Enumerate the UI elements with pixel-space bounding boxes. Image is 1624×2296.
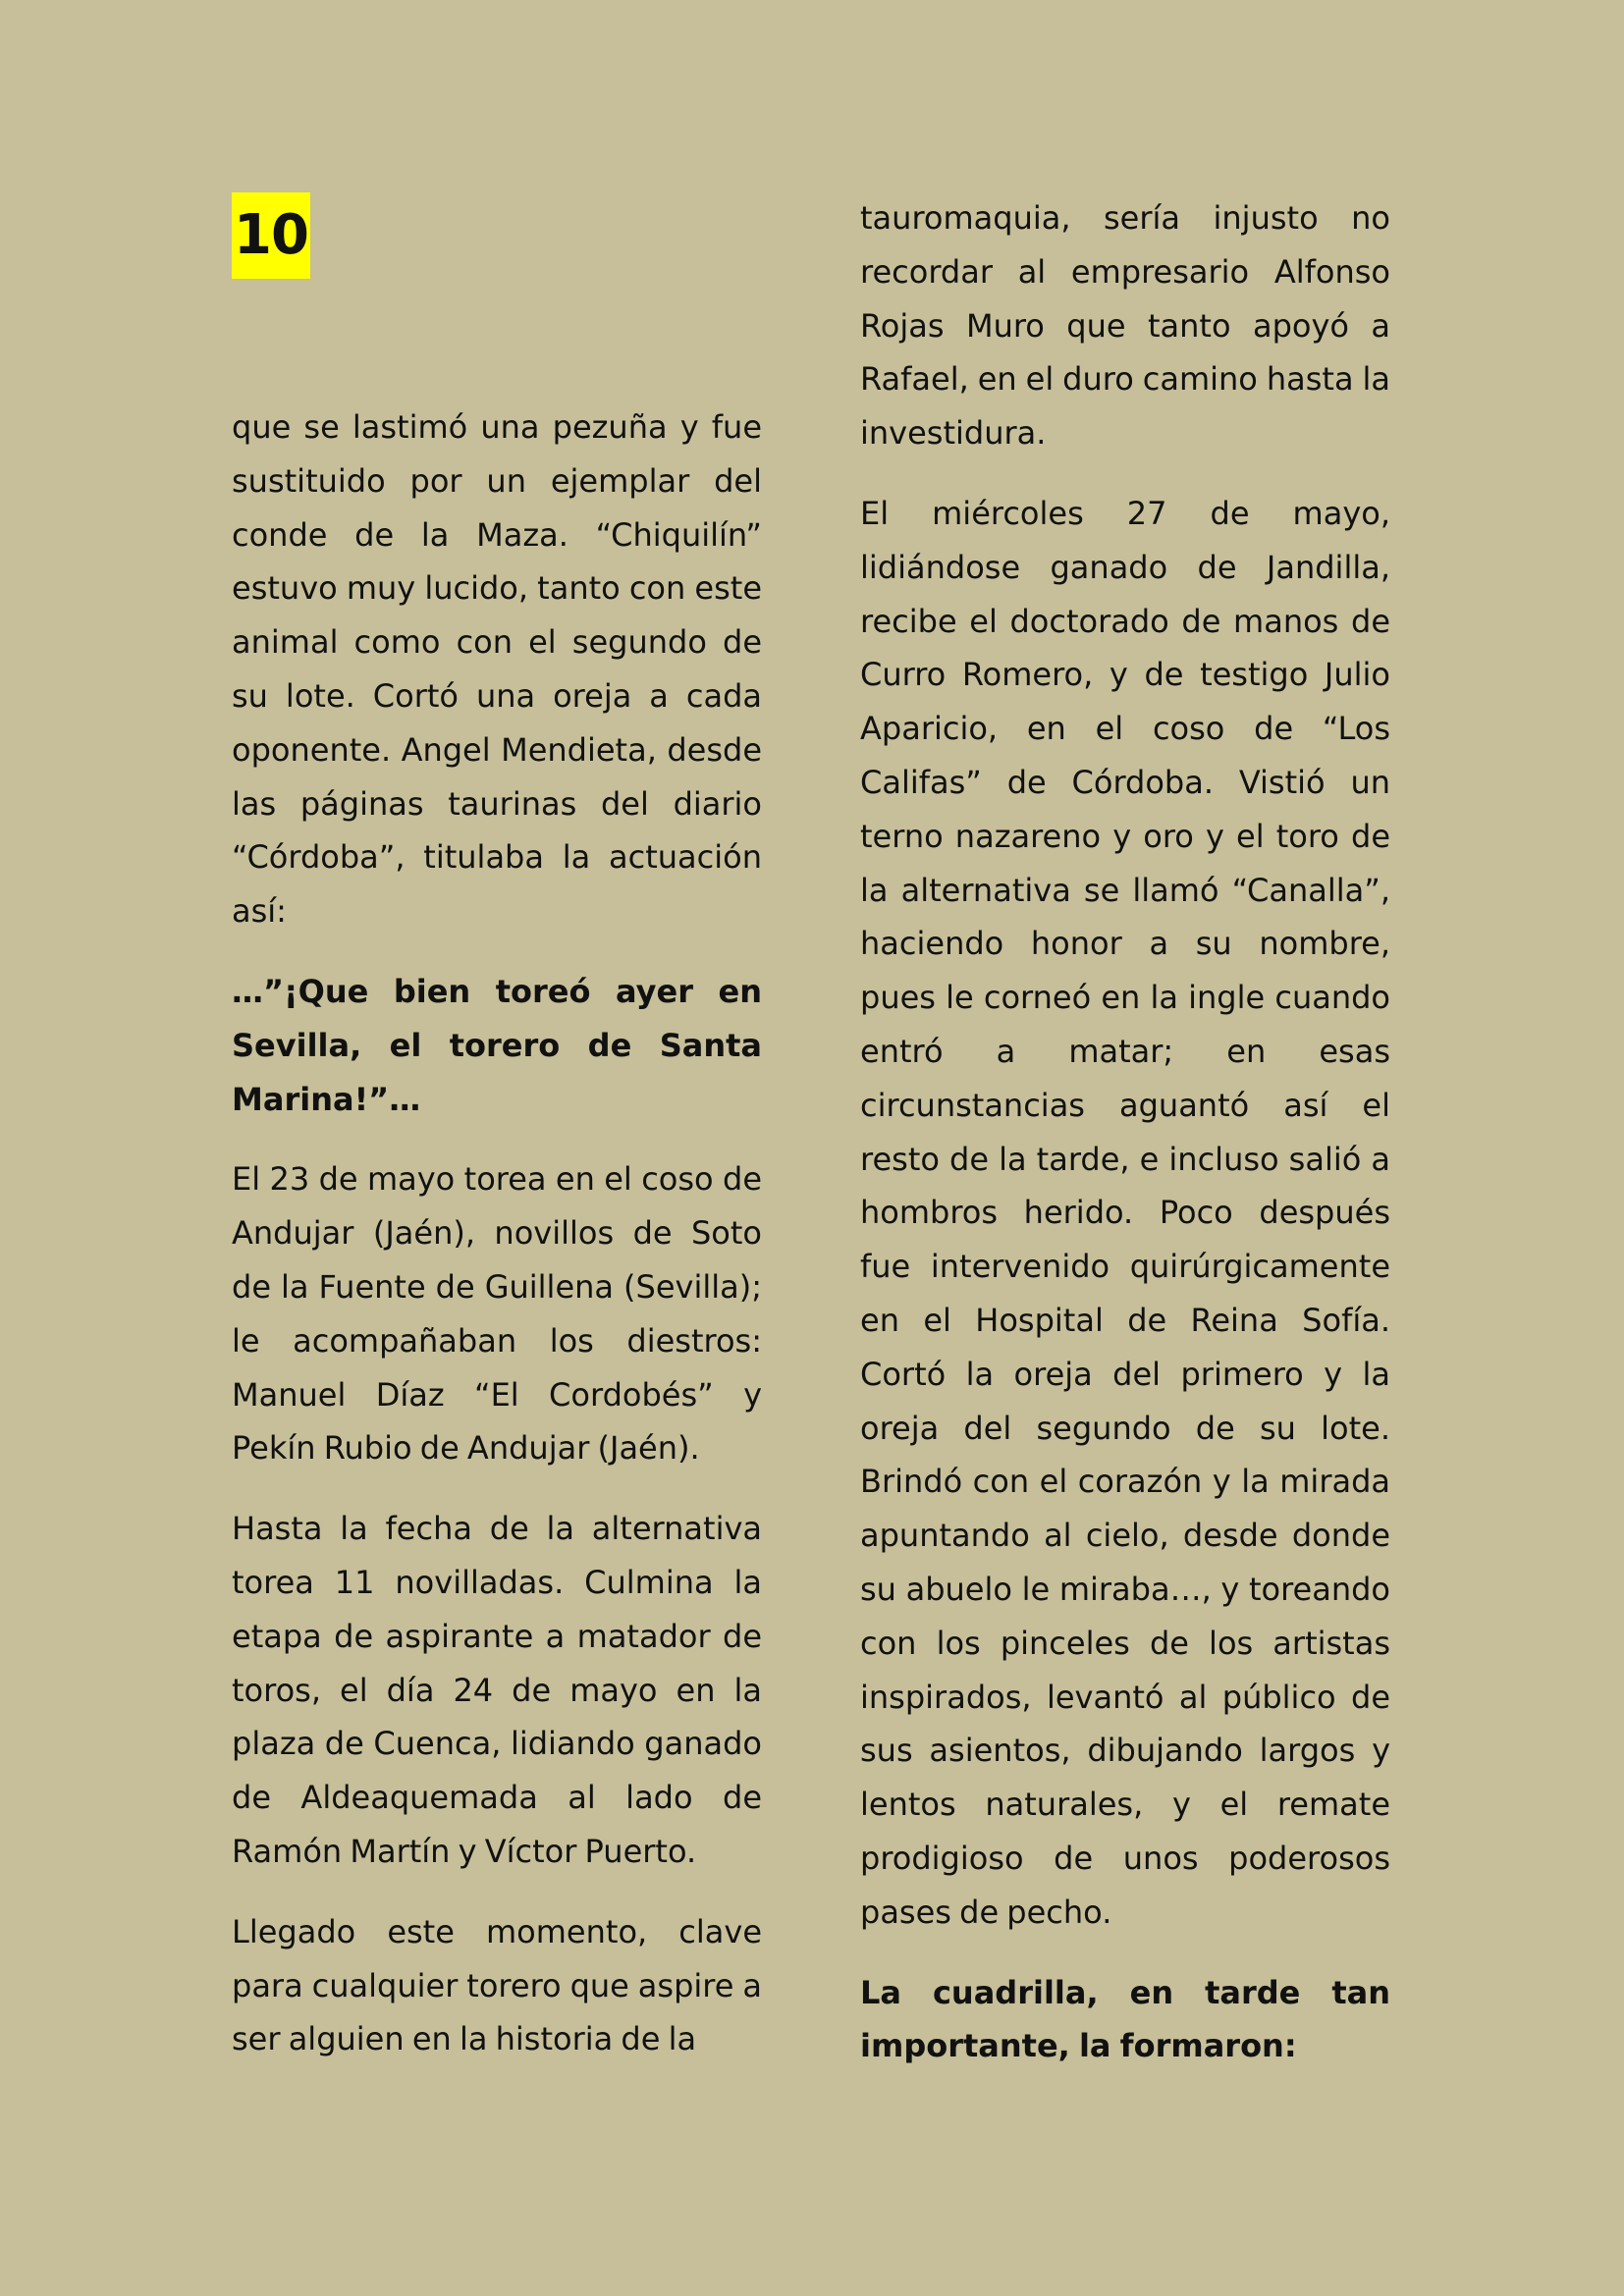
paragraph-andujar: El 23 de mayo torea en el coso de Andujar (Jaén), novillos de Soto de la Fuente de Guillena (Sevilla); le acompañaban los diestros: Manuel Díaz “El Cordobés” y Pekín Rubio de Andujar (Jaén). (232, 1160, 762, 1468)
paragraph-chiquilin-performance: que se lastimó una pezuña y fue sustituido por un ejemplar del conde de la Maza. “Chiquilín” estuvo muy lucido, tanto con este animal como con el segundo de su lote. Cortó una oreja a cada oponente. Angel Mendieta, desde las páginas taurinas del diario “Córdoba”, titulaba la actuación así: (232, 408, 762, 931)
paragraph-alternativa: El miércoles 27 de mayo, lidiándose ganado de Jandilla, recibe el doctorado de manos de Curro Romero, y de testigo Julio Aparicio, en el coso de “Los Califas” de Córdoba. Vistió un terno nazareno y oro y el toro de la alternativa se llamó “Canalla”, haciendo honor a su nombre, pues le corneó en la ingle cuando entró a matar; en esas circunstancias aguantó así el resto de la tarde, e incluso salió a hombros herido. Poco después fue intervenido quirúrgicamente en el Hospital de Reina Sofía. Cortó la oreja del primero y la oreja del segundo de su lote. Brindó con el corazón y la mirada apuntando al cielo, desde donde su abuelo le miraba…, y toreando con los pinceles de los artistas inspirados, levantó al público de sus asientos, dibujando largos y lentos naturales, y el remate prodigioso de unos poderosos pases de pecho. (860, 494, 1390, 1931)
page-number: 10 (232, 192, 310, 279)
right-column (860, 191, 1390, 2073)
paragraph-cuadrilla: La cuadrilla, en tarde tan importante, la formaron: (860, 1973, 1390, 2065)
paragraph-llegado: Llegado este momento, clave para cualquier torero que aspire a ser alguien en la historia de la (232, 1912, 762, 2058)
paragraph-cuenca: Hasta la fecha de la alternativa torea 11 novilladas. Culmina la etapa de aspirante a matador de toros, el día 24 de mayo en la plaza de Cuenca, lidiando ganado de Aldeaquemada al lado de Ramón Martín y Víctor Puerto. (232, 1510, 762, 1870)
paragraph-tauromaquia: tauromaquia, sería injusto no recordar al empresario Alfonso Rojas Muro que tanto apoyó a Rafael, en el duro camino hasta la investidura. (860, 199, 1390, 453)
quote-headline: …”¡Que bien toreó ayer en Sevilla, el torero de Santa Marina!”… (232, 972, 762, 1118)
left-column (232, 400, 762, 2066)
